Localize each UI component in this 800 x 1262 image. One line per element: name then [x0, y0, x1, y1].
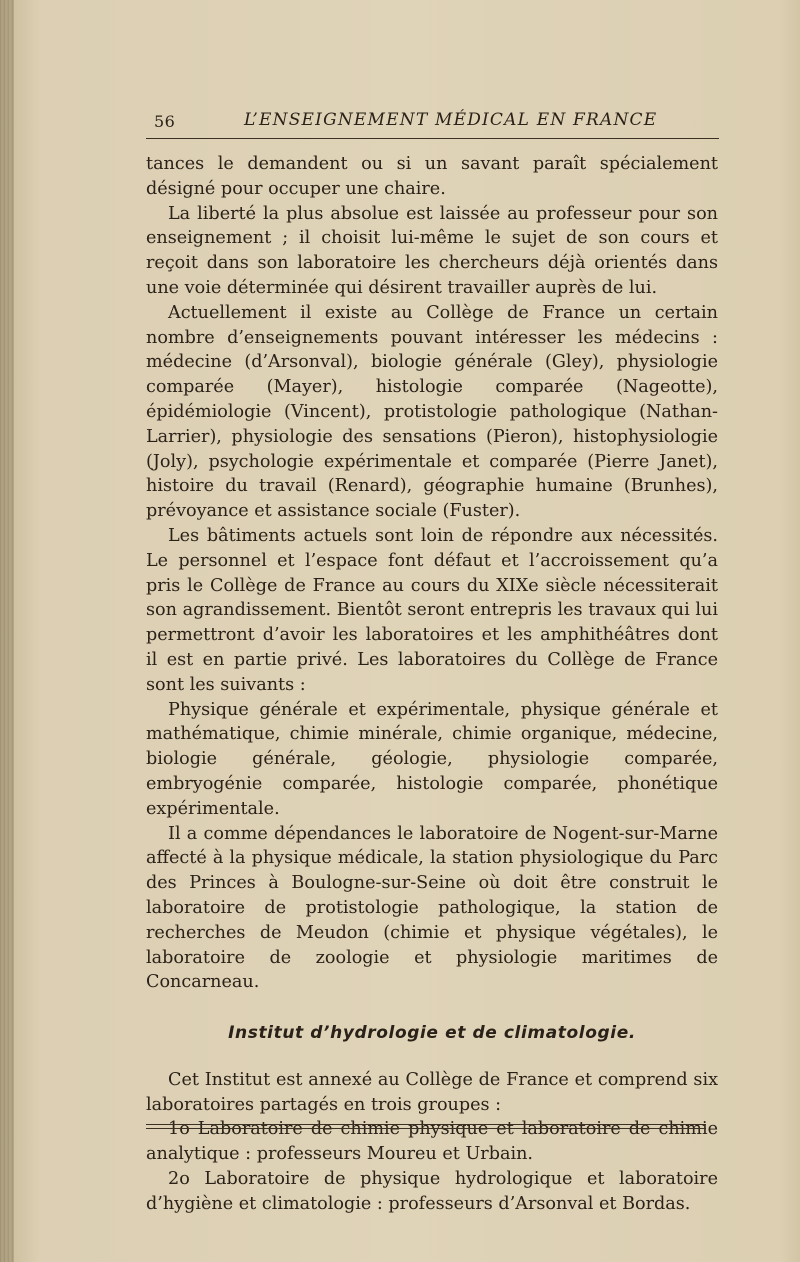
list-item: 2o Laboratoire de physique hydrologique et laboratoire d’hygiène et climatologie : professeurs d’Arsonval et Bordas.	[146, 1169, 718, 1214]
running-title: L’ENSEIGNEMENT MÉDICAL EN FRANCE	[244, 110, 658, 130]
header-rule	[146, 138, 719, 140]
list-item: 1o Laboratoire de chimie physique et laboratoire de chimie analytique : professeurs Moureu et Urbain.	[146, 1119, 718, 1165]
page-number: 56	[154, 112, 176, 131]
running-head	[148, 108, 718, 134]
footer-rule-bottom	[146, 1128, 706, 1129]
main-text	[146, 152, 718, 1217]
paragraph: Les bâtiments actuels sont loin de répondre aux nécessités. Le personnel et l’espace font défaut et l’accroissement qu’a pris le Collège de France au cours du XIXe siècle nécessiterait son agrandissement. Bientôt seront entrepris les travaux qui lui permettront d’avoir les laboratoires et les amphithéâtres dont il est en partie privé. Les laboratoires du Collège de France sont les suivants :	[146, 525, 718, 695]
paragraph: Physique générale et expérimentale, physique générale et mathématique, chimie minérale, chimie organique, médecine, biologie générale, géologie, physiologie comparée, embryogénie comparée, histologie comparée, phonétique expérimentale.	[146, 699, 718, 819]
paragraph: Actuellement il existe au Collège de France un certain nombre d’enseignements pouvant intéresser les médecins : médecine (d’Arsonval), biologie générale (Gley), physiologie comparée (Mayer), histologie comparée (Nageotte), épidémiologie (Vincent), protistologie pathologique (Nathan-Larrier), physiologie des sensations (Pieron), histophysiologie (Joly), psychologie expérimentale et comparée (Pierre Janet), histoire du travail (Renard), géographie humaine (Brunhes), prévoyance et assistance sociale (Fuster).	[146, 302, 718, 522]
footer-rule-top	[146, 1124, 706, 1125]
footer-double-rule	[146, 1124, 706, 1129]
section-title: Institut d’hydrologie et de climatologie.	[228, 1023, 636, 1044]
book-spine-edge	[0, 0, 14, 1262]
paragraph: La liberté la plus absolue est laissée au professeur pour son enseignement ; il choisit lui-même le sujet de son cours et reçoit dans son laboratoire les chercheurs déjà orientés dans une voie déterminée qui désirent travailler auprès de lui.	[146, 203, 718, 298]
paragraph: Cet Institut est annexé au Collège de France et comprend six laboratoires partagés en trois groupes :	[146, 1069, 718, 1115]
paragraph: Il a comme dépendances le laboratoire de Nogent-sur-Marne affecté à la physique médicale, la station physiologique du Parc des Princes à Boulogne-sur-Seine où doit être construit le laboratoire de protistologie pathologique, la station de recherches de Meudon (chimie et physique végétales), le laboratoire de zoologie et physiologie maritimes de Concarneau.	[146, 823, 718, 993]
paragraph-continuation: tances le demandent ou si un savant paraît spécialement désigné pour occuper une chaire.	[146, 154, 718, 199]
